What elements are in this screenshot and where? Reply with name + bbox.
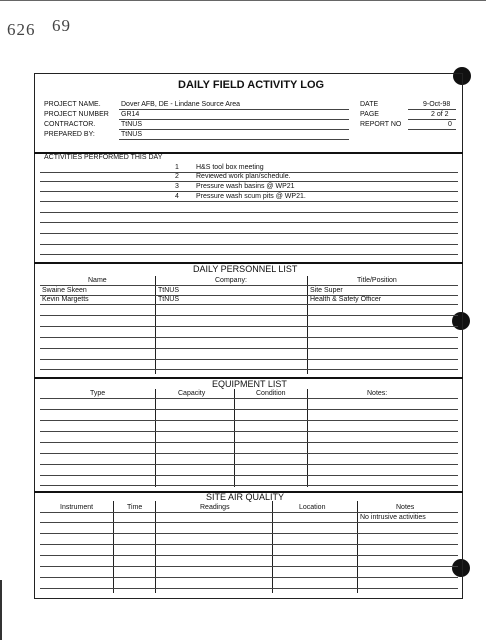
date-value: 9-Oct-98	[423, 101, 451, 108]
air-col-instrument: Instrument	[60, 504, 94, 511]
activity-line	[40, 222, 458, 223]
activity-text: H&S tool box meeting	[196, 164, 264, 171]
air-line	[40, 544, 458, 545]
air-line	[40, 533, 458, 534]
air-notes-value: No intrusive activities	[360, 514, 426, 521]
equipment-header: EQUIPMENT LIST	[212, 379, 287, 389]
activity-text: Reviewed work plan/schedule.	[196, 173, 291, 180]
project-number-value: GR14	[121, 111, 140, 118]
personnel-company: TtNUS	[158, 287, 179, 294]
contractor-underline	[119, 129, 349, 130]
form-title: DAILY FIELD ACTIVITY LOG	[178, 79, 325, 91]
air-divider	[272, 501, 273, 593]
air-col-notes: Notes	[396, 504, 415, 511]
project-number-underline	[119, 119, 349, 120]
activity-number: 3	[175, 183, 179, 190]
page-top-edge	[0, 0, 486, 1]
personnel-name: Kevin Margetts	[42, 296, 89, 303]
personnel-header: DAILY PERSONNEL LIST	[193, 264, 298, 274]
report-no-label: REPORT NO	[360, 121, 402, 128]
air-quality-header: SITE AIR QUALITY	[206, 492, 285, 502]
activity-number: 2	[175, 173, 179, 180]
report-no-value: 0	[448, 121, 452, 128]
activity-number: 4	[175, 193, 179, 200]
project-name-value: Dover AFB, DE - Lindane Source Area	[121, 101, 241, 108]
equipment-divider	[307, 389, 308, 487]
contractor-label: CONTRACTOR.	[44, 121, 96, 128]
equipment-col-type: Type	[90, 390, 106, 397]
air-line	[40, 522, 458, 523]
personnel-company: TtNUS	[158, 296, 179, 303]
date-label: DATE	[360, 101, 379, 108]
air-divider	[357, 501, 358, 593]
activity-line	[40, 233, 458, 234]
date-underline	[408, 109, 456, 110]
activity-line	[40, 254, 458, 255]
equipment-col-notes: Notes:	[367, 390, 388, 397]
activity-line	[40, 212, 458, 213]
prepared-by-value: TtNUS	[121, 131, 142, 138]
personnel-col-title: Title/Position	[357, 277, 397, 284]
binder-edge-mark	[0, 580, 2, 640]
air-line	[40, 577, 458, 578]
activity-text: Pressure wash scum pits @ WP21.	[196, 193, 306, 200]
air-col-readings: Readings	[200, 504, 230, 511]
air-divider	[113, 501, 114, 593]
air-col-time: Time	[127, 504, 143, 511]
personnel-line	[40, 285, 458, 286]
equipment-line	[40, 431, 458, 432]
equipment-divider	[234, 389, 235, 487]
air-line	[40, 555, 458, 556]
equipment-col-capacity: Capacity	[178, 390, 206, 397]
activity-line	[40, 244, 458, 245]
air-line	[40, 566, 458, 567]
prepared-by-underline	[119, 139, 349, 140]
project-number-label: PROJECT NUMBER	[44, 111, 109, 118]
equipment-line	[40, 485, 458, 486]
handwritten-number-left: 626	[7, 20, 36, 39]
equipment-line	[40, 453, 458, 454]
personnel-col-company: Company:	[215, 277, 247, 284]
personnel-col-name: Name	[88, 277, 107, 284]
air-col-location: Location	[299, 504, 326, 511]
personnel-name: Swaine Skeen	[42, 287, 87, 294]
air-line	[40, 512, 458, 513]
activity-line	[40, 172, 458, 173]
personnel-line	[40, 348, 458, 349]
prepared-by-label: PREPARED BY:	[44, 131, 95, 138]
project-name-underline	[119, 109, 349, 110]
personnel-line	[40, 326, 458, 327]
equipment-line	[40, 420, 458, 421]
equipment-divider	[155, 389, 156, 487]
equipment-line	[40, 464, 458, 465]
report-no-underline	[408, 129, 456, 130]
page-label: PAGE	[360, 111, 379, 118]
equipment-line	[40, 442, 458, 443]
personnel-title: Site Super	[310, 287, 343, 294]
page-underline	[408, 119, 456, 120]
activity-line	[40, 191, 458, 192]
activity-number: 1	[175, 164, 179, 171]
equipment-line	[40, 475, 458, 476]
equipment-col-condition: Condition	[256, 390, 286, 397]
equipment-line	[40, 409, 458, 410]
activity-text: Pressure wash basins @ WP21	[196, 183, 295, 190]
personnel-line	[40, 369, 458, 370]
air-line	[40, 588, 458, 589]
personnel-line	[40, 295, 458, 296]
activity-line	[40, 201, 458, 202]
project-name-label: PROJECT NAME.	[44, 101, 101, 108]
activities-header: ACTIVITIES PERFORMED THIS DAY	[44, 154, 163, 161]
air-divider	[155, 501, 156, 593]
handwritten-number-right: 69	[52, 16, 71, 35]
personnel-line	[40, 304, 458, 305]
activity-line	[40, 181, 458, 182]
personnel-line	[40, 337, 458, 338]
personnel-line	[40, 315, 458, 316]
personnel-title: Health & Safety Officer	[310, 296, 382, 303]
page-value: 2 of 2	[431, 111, 449, 118]
contractor-value: TtNUS	[121, 121, 142, 128]
equipment-line	[40, 398, 458, 399]
personnel-line	[40, 359, 458, 360]
